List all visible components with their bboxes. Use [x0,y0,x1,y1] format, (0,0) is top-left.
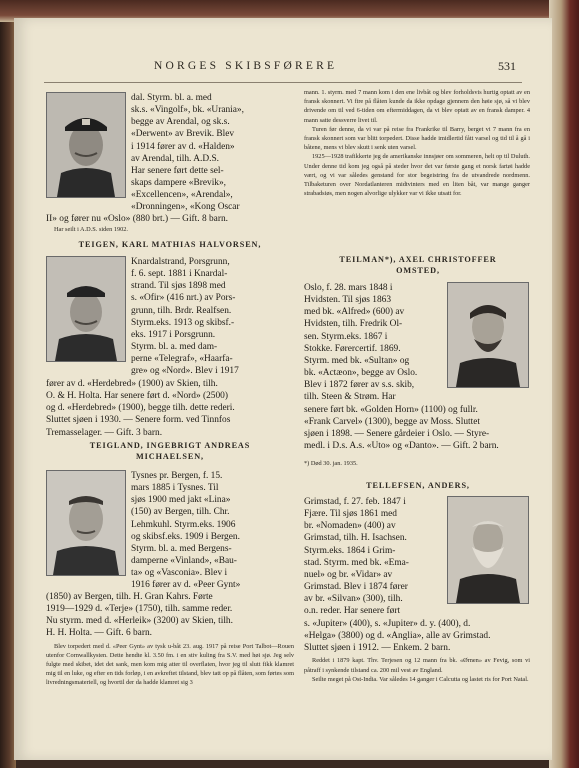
entry-6-text [304,496,442,618]
text-line: Styrm. bl. a. med Bergens- [131,543,232,554]
text-line: «Frank Carvel» (1300), begge av Moss. Sluttet [304,417,481,428]
text-line: Sluttet sjøen i 1930. — Senere form. ved Tinnfos [46,415,231,426]
entry-heading: TEILMAN*), AXEL CHRISTOFFER OMSTED, [339,255,497,275]
text-line: Lehmkuhl. Styrm.eks. 1906 [131,519,236,530]
portrait-photo-1 [46,92,126,198]
text-line: Blev i 1872 fører av s.s. skib, [304,380,415,391]
text-line: gre» og «Nord». Blev i 1917 [131,366,239,377]
text-line: strand. Til sjøs 1898 med [131,281,226,292]
text-line: fører av d. «Herdebred» (1900) av Skien, tilh. [46,379,218,389]
book-page [14,18,552,760]
text-line: perne «Telegraf», «Haarfa- [131,354,233,365]
entry-heading: TEIGEN, KARL MATHIAS HALVORSEN, [78,240,262,249]
entry-note: Reddet i 1879 kapt. Thv. Terjesen og 12 mann fra bk. «Ørnen» av Fevig, som vi påtraff i synkende tilstand ca. 200 mil vest av England. [304,657,530,674]
text-line: f. 6. sept. 1881 i Knardal- [131,269,228,280]
text-line: Hvidsten, tilh. Fredrik Ol- [304,319,403,330]
text-line: «Dronningen», «Kong Oscar [131,202,240,213]
running-title: NORGES SKIBSFØRERE [154,60,338,72]
text-line: med bk. «Alfred» (600) av [304,307,405,318]
text-line: H. H. Holta. — Gift. 6 barn. [46,628,152,639]
entry-note: Har seilt i A.D.S. siden 1902. [54,226,128,234]
text-line: dal. Styrm. bl. a. med [131,93,212,103]
text-line: tilh. Steen & Strøm. Har [304,392,396,403]
text-line: (1850) av Bergen, tilh. H. Gran Kahrs. Førte [46,592,213,602]
page-number: 531 [498,59,516,73]
text-line: Tremasselager. — Gift. 3 barn. [46,427,163,438]
text-line: eks. 1917 i Porsgrunn. [131,329,216,340]
text-line: Styrm. bl. a. med dam- [131,342,218,353]
text-line: skaps dampere «Brevik», [131,178,227,189]
text-line: nuel» og br. «Vidar» av [304,569,393,580]
text-line: Nu styrm. med d. «Herleik» (3200) av Skien, tilh. [46,616,233,627]
text-line: og d. «Herdebred» (1900), begge tilh. dette rederi. [46,403,235,414]
text-line: senere ført bk. «Golden Horn» (1100) og fullr. [304,405,478,415]
text-line: sjøen i 1898. — Senere gårdeier i Oslo. — Styre- [304,429,490,440]
text-line: Styrm.eks. 1864 i Grim- [304,545,396,556]
entry-1-text-wide [46,213,294,234]
text-line: og skibsf.eks. 1909 i Bergen. [131,531,240,542]
text-line: sen. Styrm.eks. 1867 i [304,331,388,342]
text-line: «Helga» (3800) og d. «Anglia», alle av Grimstad. [304,631,491,642]
note-paragraph: mann. 1. styrm. med 7 mann kom i den ene livbåt og blev forholdsvis hurtig optatt av en fransk skonnert. Vi fire på flåten kunde da ikke opdage gjennem den høie sjø, så vi blev drivende om til ved 6-tiden om eftermiddagen, da vi blev optatt av en fransk damper. 4 mann satte dessverre livet til. [304,89,530,124]
note-paragraph: 1925—1928 trafikkerte jeg de amerikanske innsjøer om sommeren, helt op til Duluth. Under denne tid kom jeg også på steder hvor det var første gang et norsk fartøi hadde vært, og vi var således genstand for stor begeistring fra de utvandrede nordmenn. Tilbaketuren over Nordatlanteren midtvinters med en liten båt, var mange ganger strabadsiøs, men nogen alvorlige ulykker var vi ikke utsatt for. [304,153,530,198]
text-line: o.n. reder. Har senere ført [304,606,401,617]
text-line: medl. i D.s. A.s. «Uto» og «Danto». — Gift. 2 barn. [304,441,499,452]
entry-5-text-wide [304,404,530,468]
portrait-photo-5 [447,496,529,604]
text-line: Sluttet sjøen i 1912. — Enkem. 2 barn. [304,643,451,654]
entry-note: Blev torpedert med d. «Peer Gynt» av tysk u-båt 23. aug. 1917 på reise Port Talbot—Rouen utenfor Cornwallkysten. Dette hendte kl. 3.50 fm. i en stiv kuling fra S.V. med høi sjø. Jeg selv fulgte med skibet, idet det sank, men kom mig atter til overflaten, hvor jeg til slutt fikk klamret mig til en luke, og efter en tids forløp, i en avkreftet tilstand, blev tatt op på flåten, som førtes som livredningsmateriell, og hvortil der da hadde klamret sig 3 [46,642,294,686]
text-line: s. «Jupiter» (400), s. «Jupiter» d. y. (400), d. [304,619,471,629]
text-line: bk. «Actæon», begge av Oslo. [304,368,418,379]
note-paragraph: Turen før denne, da vi var på reise fra Frankrike til Barry, berget vi 7 mann fra en fransk skonnert som var blitt torpedert. Disse hadde imidlertid fått varsel og tid til å gå i båtene, mens vi blev skutt i senk uten varsel. [304,125,530,152]
text-line: av br. «Silvan» (300), tilh. [304,594,403,605]
portrait-photo-4 [447,282,529,388]
entry-1-text [131,92,294,214]
text-line: (150) av Bergen, tilh. Chr. [131,507,230,518]
text-line: br. «Nomaden» (400) av [304,521,396,532]
text-line: Knardalstrand, Porsgrunn, [131,257,230,267]
portrait-photo-2 [46,256,126,362]
page-header [14,60,552,78]
entry-3-text-wide [46,591,294,687]
text-line: Grimstad, f. 27. feb. 1847 i [304,497,406,507]
text-line: Tysnes pr. Bergen, f. 15. [131,471,223,481]
text-line: Grimstad. Blev i 1874 fører [304,582,408,593]
entry-5-text [304,282,442,404]
entry-2-text-wide [46,378,294,439]
header-rule [44,82,522,83]
footnote: *) Død 30. jan. 1935. [304,459,358,467]
text-line: II» og fører nu «Oslo» (880 brt.) — Gift. 8 barn. [46,214,228,224]
entry-note: Seilte meget på Ost-India. Var således 14 ganger i Calcutta og lastet ris for Port Natal. [312,675,529,683]
text-line: Oslo, f. 28. mars 1848 i [304,283,393,293]
text-line: Har senere ført dette sel- [131,165,224,176]
entry-heading: TELLEFSEN, ANDERS, [366,481,470,490]
text-line: Grimstad, tilh. H. Isachsen. [304,533,407,544]
text-line: i 1914 fører av d. «Halden» [131,141,235,152]
text-line: Stokke. Førercertif. 1869. [304,343,401,354]
entry-3-text [131,470,294,592]
text-line: Styrm.eks. 1913 og skibsf.- [131,317,235,328]
text-line: «Excellencen», «Arendal», [131,190,233,201]
text-line: av Arendal, tilh. A.D.S. [131,153,220,164]
entry-6-text-wide [304,618,530,684]
text-line: 1919—1929 d. «Terje» (1750), tilh. samme reder. [46,604,233,615]
portrait-photo-3 [46,470,126,576]
text-line: mars 1885 i Tysnes. Til [131,483,219,494]
text-line: grunn, tilh. Brdr. Realfsen. [131,305,232,316]
book-page-edges [549,0,579,768]
text-line: damperne «Vinland», «Bau- [131,556,237,567]
text-line: ta» og «Vasconia». Blev i [131,568,228,579]
text-line: stad. Styrm. med bk. «Ema- [304,557,409,568]
entry-heading: TEIGLAND, INGEBRIGT ANDREAS MICHAELSEN, [89,441,251,461]
continuation-notes [304,88,530,198]
text-line: begge av Arendal, og sk.s. [131,117,230,128]
text-line: 1916 fører av d. «Peer Gynt» [131,580,241,591]
text-line: s. «Ofir» (416 nrt.) av Pors- [131,293,236,304]
text-line: Hvidsten. Til sjøs 1863 [304,295,392,306]
text-line: O. & H. Holta. Har senere ført d. «Nord» (2500) [46,391,228,402]
text-line: sjøs 1900 med jakt «Lina» [131,495,231,506]
text-line: sk.s. «Vingolf», bk. «Urania», [131,105,244,116]
text-line: «Derwent» av Brevik. Blev [131,129,235,140]
text-line: Fjære. Til sjøs 1861 med [304,509,397,520]
text-line: Styrm. med bk. «Sultan» og [304,355,410,366]
entry-2-text [131,256,294,378]
